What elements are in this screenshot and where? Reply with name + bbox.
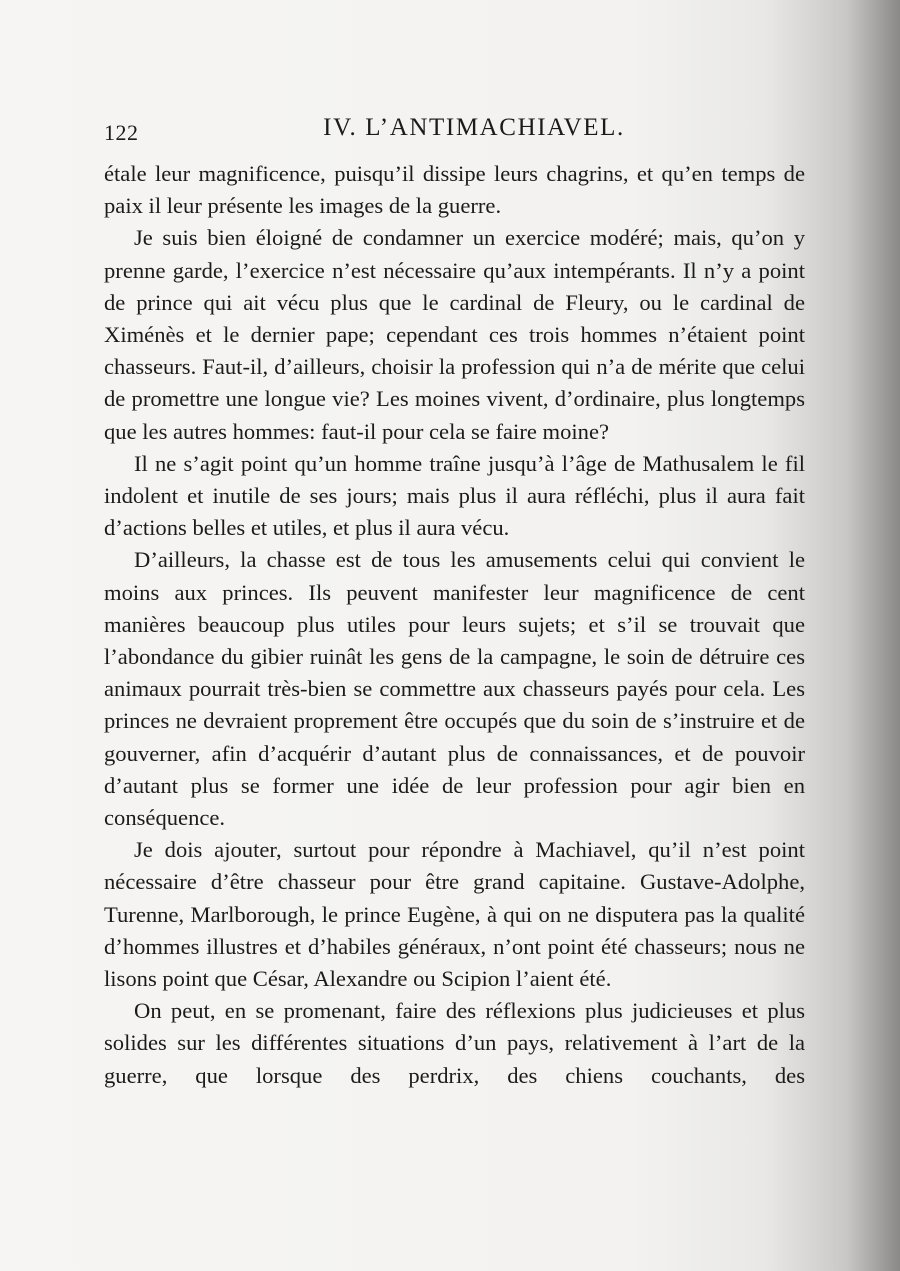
paragraph: Il ne s’agit point qu’un homme traîne jusqu’à l’âge de Mathusalem le fil indolent et inutile de ses jours; mais plus il aura réfléchi, plus il aura fait d’actions belles et utiles, et plus il aura vécu. (104, 450, 805, 541)
paragraph: Je suis bien éloigné de condamner un exercice modéré; mais, qu’on y prenne garde, l’exercice n’est nécessaire qu’aux intempérants. Il n’y a point de prince qui ait vécu plus que le cardinal de Fleury, ou le cardinal de Ximénès et le dernier pape; cependant ces trois hommes n’étaient point chasseurs. Faut-il, d’ailleurs, choisir la profession qui n’a de mérite que celui de promettre une longue vie? Les moines vivent, d’ordinaire, plus longtemps que les autres hommes: faut-il pour cela se faire moine? (104, 225, 805, 444)
paragraph: Je dois ajouter, surtout pour répondre à Machiavel, qu’il n’est point nécessaire d’être chasseur pour être grand capitaine. Gustave-Adolphe, Turenne, Marlborough, le prince Eugène, à qui on ne disputera pas la qualité d’hommes illustres et d’habiles généraux, n’ont point été chasseurs; nous ne lisons point que César, Alexandre ou Scipion l’aient été. (104, 837, 805, 992)
running-head (104, 112, 804, 148)
chapter-title: IV. L’ANTIMACHIAVEL. (323, 114, 625, 141)
page-number: 122 (104, 120, 139, 145)
body-text (104, 158, 805, 1092)
paragraph: étale leur magnificence, puisqu’il dissipe leurs chagrins, et qu’en temps de paix il leur présente les images de la guerre. (104, 161, 805, 219)
paragraph: D’ailleurs, la chasse est de tous les amusements celui qui convient le moins aux princes. Ils peuvent manifester leur magnificence de cent manières beaucoup plus utiles pour leurs sujets; et s’il se trouvait que l’abondance du gibier ruinât les gens de la campagne, le soin de détruire ces animaux pourrait très-bien se commettre aux chasseurs payés pour cela. Les princes ne devraient proprement être occupés que du soin de s’instruire et de gouverner, afin d’acquérir d’autant plus de connaissances, et de pouvoir d’autant plus se former une idée de leur profession pour agir bien en conséquence. (104, 547, 805, 831)
paragraph: On peut, en se promenant, faire des réflexions plus judicieuses et plus solides sur les différentes situations d’un pays, relativement à l’art de la guerre, que lorsque des perdrix, des chiens couchants, des (104, 998, 805, 1088)
